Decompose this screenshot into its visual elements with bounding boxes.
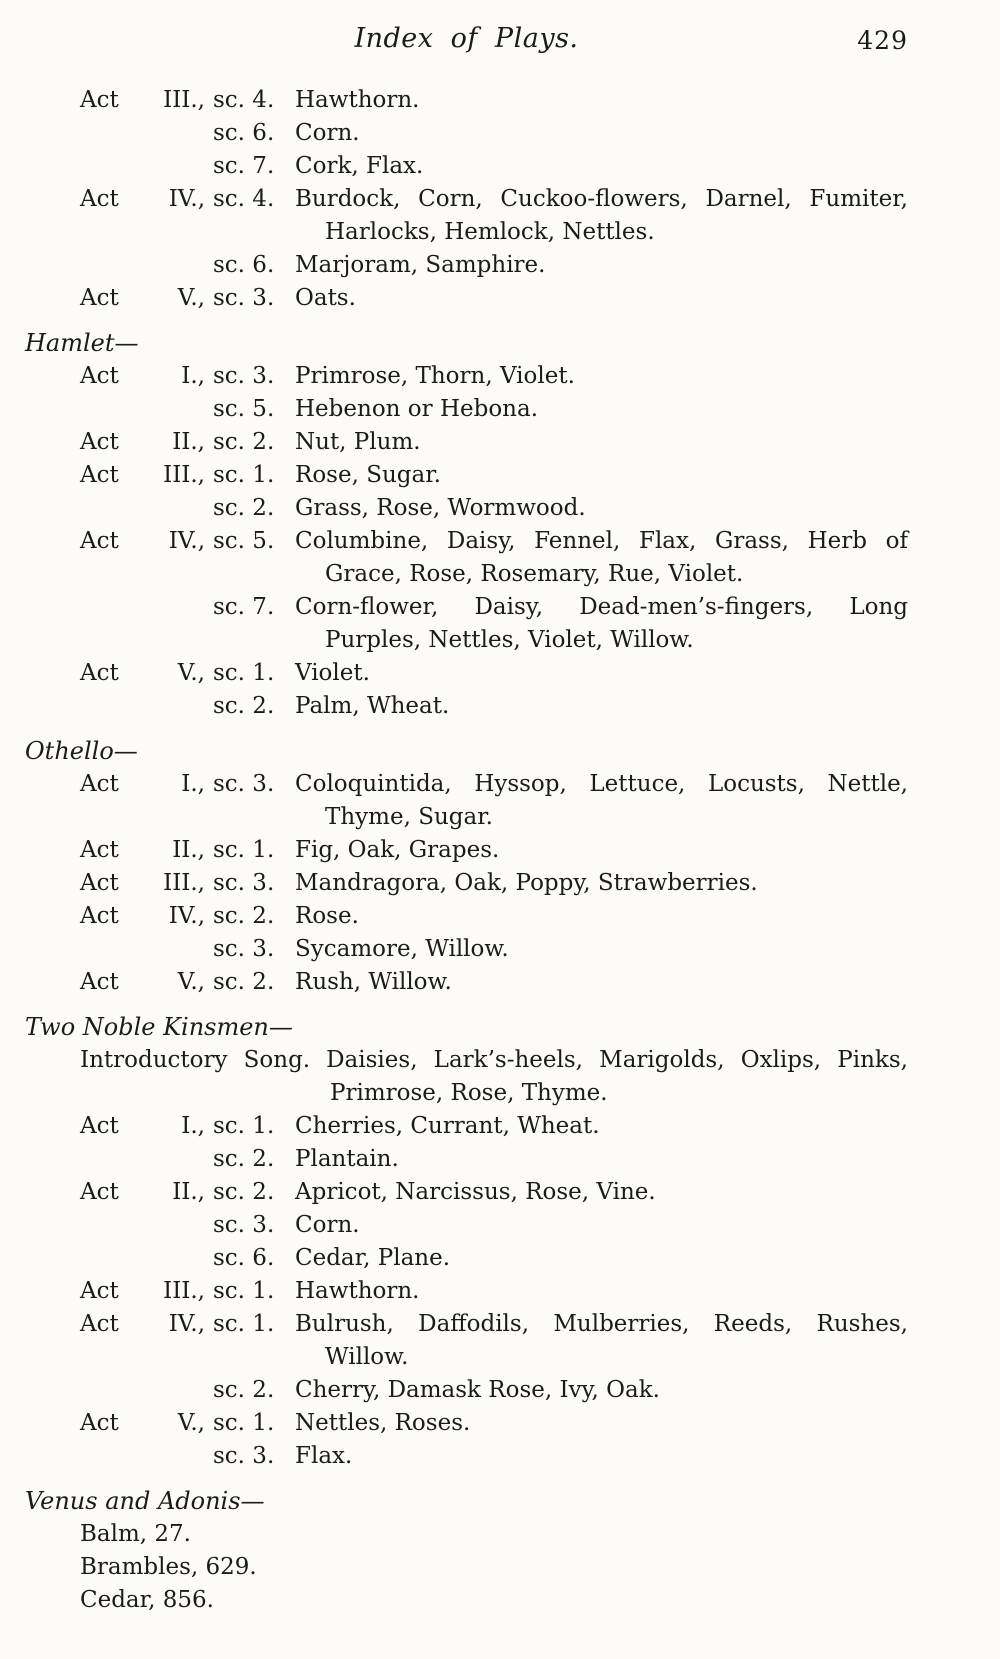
plant-list: Fig, Oak, Grapes. bbox=[295, 837, 500, 863]
index-entry bbox=[80, 834, 908, 867]
index-entry bbox=[80, 657, 908, 690]
scene-label: sc. 2. bbox=[213, 1146, 275, 1172]
act-label bbox=[80, 1407, 205, 1440]
scene-label: sc. 3. bbox=[213, 1212, 275, 1238]
scene-label: sc. 1. bbox=[213, 1278, 275, 1304]
plant-list: Columbine, Daisy, Fennel, Flax, Grass, Herb of Grace, Rose, Rosemary, Rue, Violet. bbox=[295, 528, 908, 587]
plant-list: Daisies, Lark’s-heels, Marigolds, Oxlips, Pinks, Primrose, Rose, Thyme. bbox=[326, 1047, 908, 1106]
act-label bbox=[80, 768, 205, 801]
plant-list: Apricot, Narcissus, Rose, Vine. bbox=[295, 1179, 656, 1205]
scene-label: sc. 1. bbox=[213, 462, 275, 488]
act-label bbox=[80, 1176, 205, 1209]
act-numeral: II., bbox=[172, 429, 205, 455]
act-word: Act bbox=[80, 660, 119, 686]
index-body bbox=[25, 84, 908, 1617]
plant-list: Hebenon or Hebona. bbox=[295, 396, 539, 422]
plant-list: Hawthorn. bbox=[295, 87, 420, 113]
scene-label: sc. 7. bbox=[213, 153, 275, 179]
index-section bbox=[25, 84, 908, 315]
index-entry bbox=[80, 1374, 908, 1407]
act-word: Act bbox=[80, 1278, 119, 1304]
index-entry bbox=[80, 1143, 908, 1176]
act-label bbox=[80, 657, 205, 690]
plant-list: Cherry, Damask Rose, Ivy, Oak. bbox=[295, 1377, 660, 1403]
scene-label: sc. 4. bbox=[213, 186, 275, 212]
act-word: Act bbox=[80, 186, 119, 212]
index-entry bbox=[80, 1440, 908, 1473]
play-title: Two Noble Kinsmen— bbox=[25, 1013, 293, 1041]
plant-list: Palm, Wheat. bbox=[295, 693, 450, 719]
index-entry bbox=[80, 282, 908, 315]
index-entry bbox=[80, 360, 908, 393]
plant-list: Coloquintida, Hyssop, Lettuce, Locusts, Nettle, Thyme, Sugar. bbox=[295, 771, 908, 830]
scene-label: sc. 7. bbox=[213, 594, 275, 620]
plant-list: Rose, Sugar. bbox=[295, 462, 441, 488]
act-numeral: V., bbox=[177, 1410, 205, 1436]
scene-label: sc. 1. bbox=[213, 1311, 275, 1337]
act-numeral: II., bbox=[172, 837, 205, 863]
plant-list: Nut, Plum. bbox=[295, 429, 421, 455]
act-numeral: IV., bbox=[168, 1311, 205, 1337]
act-label bbox=[80, 459, 205, 492]
scene-label: sc. 2. bbox=[213, 969, 275, 995]
index-entry: Brambles, 629. bbox=[80, 1554, 257, 1580]
plant-list: Cork, Flax. bbox=[295, 153, 424, 179]
scene-label: sc. 3. bbox=[213, 936, 275, 962]
act-numeral: IV., bbox=[168, 528, 205, 554]
act-label bbox=[80, 1308, 205, 1341]
index-entry bbox=[80, 690, 908, 723]
plant-list: Violet. bbox=[295, 660, 370, 686]
index-entry bbox=[80, 1110, 908, 1143]
act-numeral: IV., bbox=[168, 186, 205, 212]
act-numeral: III., bbox=[163, 87, 205, 113]
plant-list: Rose. bbox=[295, 903, 359, 929]
plant-list: Primrose, Thorn, Violet. bbox=[295, 363, 575, 389]
index-entry bbox=[80, 84, 908, 117]
act-label bbox=[80, 525, 205, 558]
plant-list: Nettles, Roses. bbox=[295, 1410, 471, 1436]
plant-list: Grass, Rose, Wormwood. bbox=[295, 495, 586, 521]
act-label bbox=[80, 84, 205, 117]
act-label bbox=[80, 360, 205, 393]
plant-list: Corn. bbox=[295, 1212, 360, 1238]
act-numeral: II., bbox=[172, 1179, 205, 1205]
index-entry bbox=[80, 900, 908, 933]
plant-list: Cedar, Plane. bbox=[295, 1245, 451, 1271]
scene-label: sc. 1. bbox=[213, 660, 275, 686]
scene-label: sc. 5. bbox=[213, 528, 275, 554]
act-numeral: IV., bbox=[168, 903, 205, 929]
index-entry bbox=[80, 393, 908, 426]
act-numeral: V., bbox=[177, 285, 205, 311]
scene-label: sc. 2. bbox=[213, 1377, 275, 1403]
plant-list: Mandragora, Oak, Poppy, Strawberries. bbox=[295, 870, 758, 896]
act-word: Act bbox=[80, 1179, 119, 1205]
scene-label: sc. 1. bbox=[213, 1113, 275, 1139]
act-label bbox=[80, 867, 205, 900]
act-numeral: I., bbox=[181, 771, 205, 797]
plant-list: Plantain. bbox=[295, 1146, 399, 1172]
scene-label: sc. 6. bbox=[213, 252, 275, 278]
introductory-song-entry bbox=[80, 1044, 908, 1110]
plant-list: Cherries, Currant, Wheat. bbox=[295, 1113, 600, 1139]
index-entry bbox=[80, 1242, 908, 1275]
act-word: Act bbox=[80, 363, 119, 389]
index-entry bbox=[80, 933, 908, 966]
scene-label: sc. 2. bbox=[213, 495, 275, 521]
act-word: Act bbox=[80, 1311, 119, 1337]
play-title: Venus and Adonis— bbox=[25, 1487, 265, 1515]
act-label bbox=[80, 1275, 205, 1308]
page-number: 429 bbox=[857, 26, 908, 55]
page-header bbox=[25, 22, 908, 68]
scene-label: sc. 6. bbox=[213, 1245, 275, 1271]
act-numeral: V., bbox=[177, 660, 205, 686]
index-entry bbox=[80, 249, 908, 282]
index-entry bbox=[80, 591, 908, 657]
scene-label: sc. 2. bbox=[213, 693, 275, 719]
scene-label: sc. 3. bbox=[213, 285, 275, 311]
act-word: Act bbox=[80, 837, 119, 863]
act-word: Act bbox=[80, 771, 119, 797]
index-entry bbox=[80, 1407, 908, 1440]
index-entry bbox=[80, 867, 908, 900]
act-numeral: V., bbox=[177, 969, 205, 995]
scene-label: sc. 2. bbox=[213, 1179, 275, 1205]
act-numeral: III., bbox=[163, 870, 205, 896]
act-numeral: I., bbox=[181, 363, 205, 389]
song-label: Introductory Song. bbox=[80, 1047, 311, 1073]
act-label bbox=[80, 183, 205, 216]
plant-list: Hawthorn. bbox=[295, 1278, 420, 1304]
scene-label: sc. 2. bbox=[213, 429, 275, 455]
play-title: Othello— bbox=[25, 737, 138, 765]
act-numeral: III., bbox=[163, 462, 205, 488]
plant-list: Bulrush, Daffodils, Mulberries, Reeds, Rushes, Willow. bbox=[295, 1311, 908, 1370]
act-word: Act bbox=[80, 969, 119, 995]
plant-list: Burdock, Corn, Cuckoo-flowers, Darnel, Fumiter, Harlocks, Hemlock, Nettles. bbox=[295, 186, 908, 245]
running-title: Index of Plays. bbox=[354, 23, 579, 54]
scene-label: sc. 1. bbox=[213, 1410, 275, 1436]
act-word: Act bbox=[80, 903, 119, 929]
index-entry bbox=[80, 768, 908, 834]
plant-list: Rush, Willow. bbox=[295, 969, 452, 995]
act-word: Act bbox=[80, 1113, 119, 1139]
scene-label: sc. 1. bbox=[213, 837, 275, 863]
index-entry: Cedar, 856. bbox=[80, 1587, 214, 1613]
index-section bbox=[25, 1011, 908, 1473]
scene-label: sc. 3. bbox=[213, 1443, 275, 1469]
scene-label: sc. 3. bbox=[213, 363, 275, 389]
act-label bbox=[80, 1110, 205, 1143]
index-entry bbox=[80, 966, 908, 999]
index-entry bbox=[80, 426, 908, 459]
plant-list: Marjoram, Samphire. bbox=[295, 252, 546, 278]
index-entry bbox=[80, 459, 908, 492]
plant-list: Flax. bbox=[295, 1443, 353, 1469]
scene-label: sc. 3. bbox=[213, 870, 275, 896]
act-numeral: III., bbox=[163, 1278, 205, 1304]
plant-list: Corn. bbox=[295, 120, 360, 146]
index-entry bbox=[80, 117, 908, 150]
act-word: Act bbox=[80, 429, 119, 455]
act-word: Act bbox=[80, 528, 119, 554]
index-entry bbox=[80, 150, 908, 183]
act-word: Act bbox=[80, 87, 119, 113]
act-word: Act bbox=[80, 1410, 119, 1436]
index-section bbox=[25, 735, 908, 999]
scene-label: sc. 3. bbox=[213, 771, 275, 797]
act-label bbox=[80, 966, 205, 999]
index-entry bbox=[80, 183, 908, 249]
act-word: Act bbox=[80, 870, 119, 896]
act-word: Act bbox=[80, 462, 119, 488]
plant-list: Sycamore, Willow. bbox=[295, 936, 509, 962]
scene-label: sc. 6. bbox=[213, 120, 275, 146]
scene-label: sc. 2. bbox=[213, 903, 275, 929]
index-entry bbox=[80, 525, 908, 591]
index-section bbox=[25, 1485, 908, 1617]
index-entry bbox=[80, 1275, 908, 1308]
play-title: Hamlet— bbox=[25, 329, 139, 357]
scene-label: sc. 4. bbox=[213, 87, 275, 113]
index-entry bbox=[80, 1176, 908, 1209]
index-entry bbox=[80, 1308, 908, 1374]
act-label bbox=[80, 834, 205, 867]
plant-list: Corn-flower, Daisy, Dead-men’s-fingers, Long Purples, Nettles, Violet, Willow. bbox=[295, 594, 908, 653]
act-label bbox=[80, 900, 205, 933]
index-section bbox=[25, 327, 908, 723]
act-numeral: I., bbox=[181, 1113, 205, 1139]
act-word: Act bbox=[80, 285, 119, 311]
act-label bbox=[80, 426, 205, 459]
index-entry bbox=[80, 1209, 908, 1242]
index-entry: Balm, 27. bbox=[80, 1521, 191, 1547]
plant-list: Oats. bbox=[295, 285, 356, 311]
index-entry bbox=[80, 492, 908, 525]
act-label bbox=[80, 282, 205, 315]
scene-label: sc. 5. bbox=[213, 396, 275, 422]
